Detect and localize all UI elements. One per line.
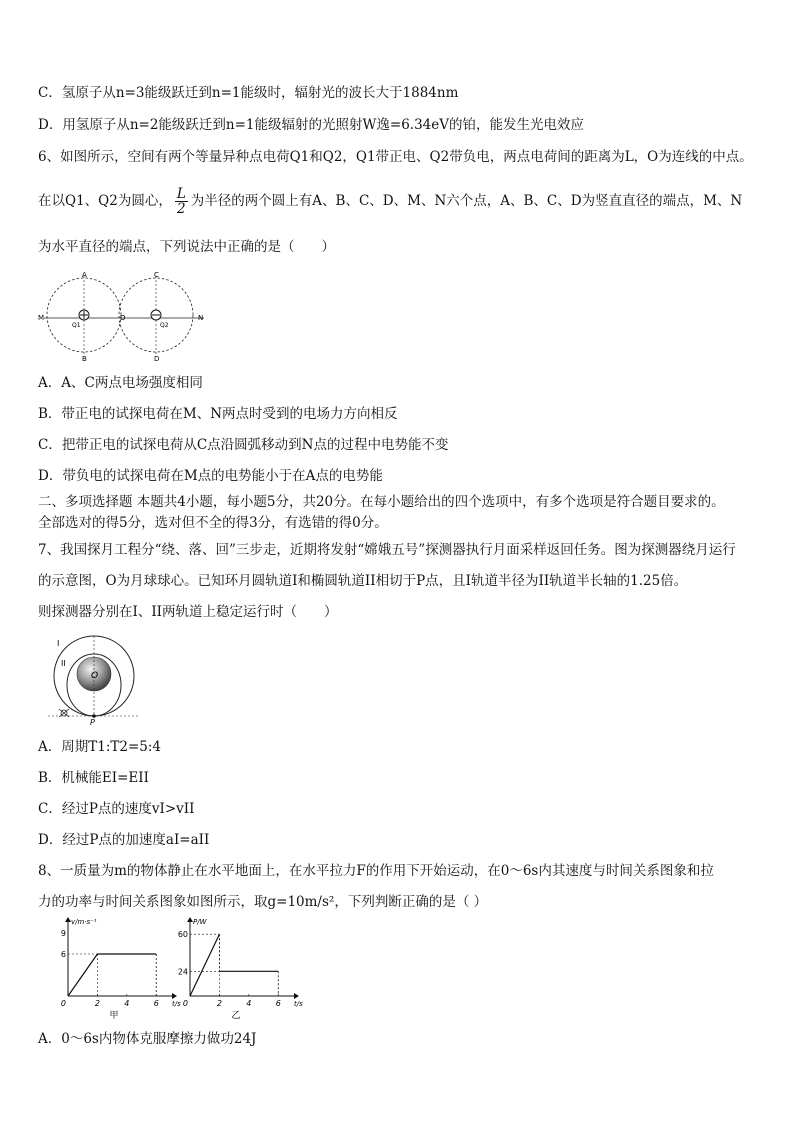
velocity-time-chart <box>54 920 184 1020</box>
y-tick-label-1: 60 <box>177 930 188 940</box>
x-tick-label-0: 2 <box>216 999 222 1008</box>
q6-stem-line2b: 为半径的两个圆上有A、B、C、D、M、N六个点，A、B、C、D为竖直直径的端点，M、N <box>190 193 743 209</box>
q7-option-b: B．机械能EI=EII <box>38 770 149 786</box>
label-Q2: Q2 <box>160 322 169 329</box>
q6-stem-line1: 6、如图所示，空间有两个等量异种点电荷Q1和Q2，Q1带正电、Q2带负电，两点电荷间的距离为L，O为连线的中点。 <box>38 149 753 165</box>
x-tick-label-2: 6 <box>153 999 159 1008</box>
q7-stem-line1: 7、我国探月工程分“绕、落、回”三步走，近期将发射“嫦娥五号”探测器执行月面采样返回任务。图为探测器绕月运行 <box>38 542 736 558</box>
origin-label: 0 <box>60 999 66 1008</box>
label-A: A <box>82 271 87 279</box>
q5-option-d: D．用氢原子从n=2能级跃迁到n=1能级辐射的光照射W逸=6.34eV的铂，能发生光电效应 <box>38 117 584 133</box>
fraction-denominator: 2 <box>177 201 186 217</box>
q6-two-circles-figure <box>36 268 211 363</box>
q8-stem-line2: 力的功率与时间关系图象如图所示，取g=10m/s²，下列判断正确的是（ ） <box>38 894 488 910</box>
power-time-chart <box>176 920 306 1020</box>
q7-option-d: D．经过P点的加速度aI=aII <box>38 832 210 848</box>
chart-caption: 甲 <box>109 1011 119 1021</box>
q7-option-c: C．经过P点的速度vI>vII <box>38 801 195 817</box>
q6-option-c: C．把带正电的试探电荷从C点沿圆弧移动到N点的过程中电势能不变 <box>38 437 449 453</box>
chart-caption: 乙 <box>231 1011 241 1021</box>
q7-orbit-figure <box>44 632 144 726</box>
q7-option-a: A．周期T1:T2=5:4 <box>38 739 162 755</box>
half-L-fraction <box>175 187 188 216</box>
label-P: P <box>90 718 95 727</box>
x-axis-label: t/s <box>172 1000 181 1008</box>
q8-option-a: A．0～6s内物体克服摩擦力做功24J <box>38 1031 257 1047</box>
q6-stem-line2a: 在以Q1、Q2为圆心， <box>38 193 172 209</box>
y-axis-label: v/m·s⁻¹ <box>71 918 97 926</box>
label-C: C <box>154 271 159 279</box>
q8-stem-line1: 8、一质量为m的物体静止在水平地面上，在水平拉力F的作用下开始运动，在0～6s内其速度与时间关系图象和拉 <box>38 863 714 879</box>
label-D: D <box>154 355 160 363</box>
x-tick-label-1: 4 <box>124 999 130 1008</box>
q6-stem-line2 <box>38 184 742 218</box>
series-segment-0 <box>190 934 219 996</box>
x-tick-label-2: 6 <box>275 999 281 1008</box>
x-tick-label-0: 2 <box>94 999 100 1008</box>
label-Q1: Q1 <box>72 322 81 329</box>
section2-instructions-line1: 二、多项选择题 本题共4小题，每小题5分，共20分。在每小题给出的四个选项中，有多个选项是符合题目要求的。 <box>38 494 725 510</box>
x-axis-label: t/s <box>294 1000 303 1008</box>
fraction-numerator: L <box>176 186 186 202</box>
y-axis-label: P/W <box>193 918 207 926</box>
y-tick-label-0: 6 <box>60 950 66 959</box>
series-segment-0 <box>68 954 97 996</box>
q6-stem-line3: 为水平直径的端点，下列说法中正确的是（ ） <box>38 239 335 255</box>
label-O: O <box>120 314 126 322</box>
section2-instructions-line2: 全部选对的得5分，选对但不全的得3分，有选错的得0分。 <box>38 515 388 531</box>
x-tick-label-1: 4 <box>246 999 252 1008</box>
probe-icon <box>59 709 69 717</box>
y-tick-label-1: 9 <box>60 929 66 938</box>
y-tick-label-0: 24 <box>177 967 188 977</box>
x-axis-arrow <box>294 993 299 999</box>
label-orbit-I: I <box>57 639 60 648</box>
q6-option-a: A．A、C两点电场强度相同 <box>38 375 203 391</box>
label-N: N <box>198 314 204 322</box>
origin-label: 0 <box>182 999 188 1008</box>
label-B: B <box>82 355 87 363</box>
label-M: M <box>38 314 45 322</box>
label-O: O <box>91 671 99 681</box>
q6-option-d: D．带负电的试探电荷在M点的电势能小于在A点的电势能 <box>38 468 383 484</box>
q7-stem-line2: 的示意图，O为月球球心。已知环月圆轨道I和椭圆轨道II相切于P点，且I轨道半径为II轨道半长轴的1.25倍。 <box>38 573 688 589</box>
q5-option-c: C．氢原子从n=3能级跃迁到n=1能级时，辐射光的波长大于1884nm <box>38 85 459 101</box>
q7-stem-line3: 则探测器分别在I、II两轨道上稳定运行时（ ） <box>38 604 338 620</box>
q6-option-b: B．带正电的试探电荷在M、N两点时受到的电场力方向相反 <box>38 406 398 422</box>
label-orbit-II: II <box>61 659 66 668</box>
